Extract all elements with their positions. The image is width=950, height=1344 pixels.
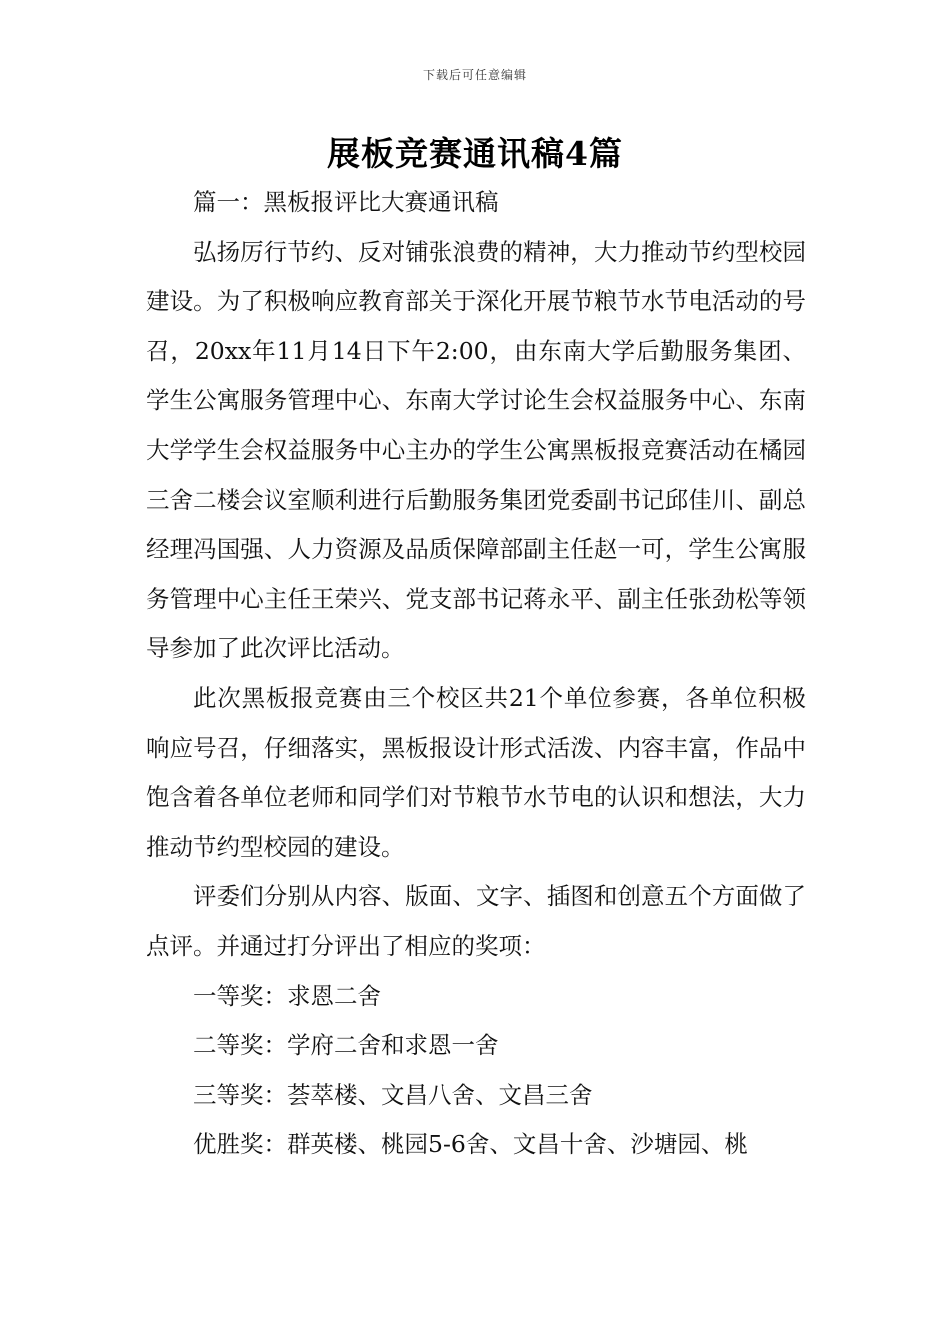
award-first: 一等奖：求恩二舍	[193, 981, 381, 1010]
document-title: 展板竞赛通讯稿4篇	[327, 134, 623, 173]
paragraph: 评委们分别从内容、版面、文字、插图和创意五个方面做了点评。并通过打分评出了相应的奖项：	[146, 882, 806, 960]
award-merit: 优胜奖：群英楼、桃园5-6舍、文昌十舍、沙塘园、桃	[193, 1130, 748, 1159]
award-second: 二等奖：学府二舍和求恩一舍	[193, 1031, 499, 1060]
paragraph: 此次黑板报竞赛由三个校区共21个单位参赛，各单位积极响应号召，仔细落实，黑板报设计形式活泼、内容丰富，作品中饱含着各单位老师和同学们对节粮节水节电的认识和想法，大力推动节约型校园的建设。	[146, 683, 806, 861]
document-body	[146, 178, 806, 1170]
paragraph: 弘扬厉行节约、反对铺张浪费的精神，大力推动节约型校园建设。为了积极响应教育部关于深化开展节粮节水节电活动的号召，20xx年11月14日下午2:00，由东南大学后勤服务集团、学生公寓服务管理中心、东南大学讨论生会权益服务中心、东南大学学生会权益服务中心主办的学生公寓黑板报竞赛活动在橘园三舍二楼会议室顺利进行后勤服务集团党委副书记邱佳川、副总经理冯国强、人力资源及品质保障部副主任赵一可，学生公寓服务管理中心主任王荣兴、党支部书记蒋永平、副主任张劲松等领导参加了此次评比活动。	[146, 237, 806, 663]
section-subtitle: 篇一：黑板报评比大赛通讯稿	[193, 188, 499, 216]
award-third: 三等奖：荟萃楼、文昌八舍、文昌三舍	[193, 1080, 593, 1109]
header-note: 下载后可任意编辑	[422, 68, 527, 82]
